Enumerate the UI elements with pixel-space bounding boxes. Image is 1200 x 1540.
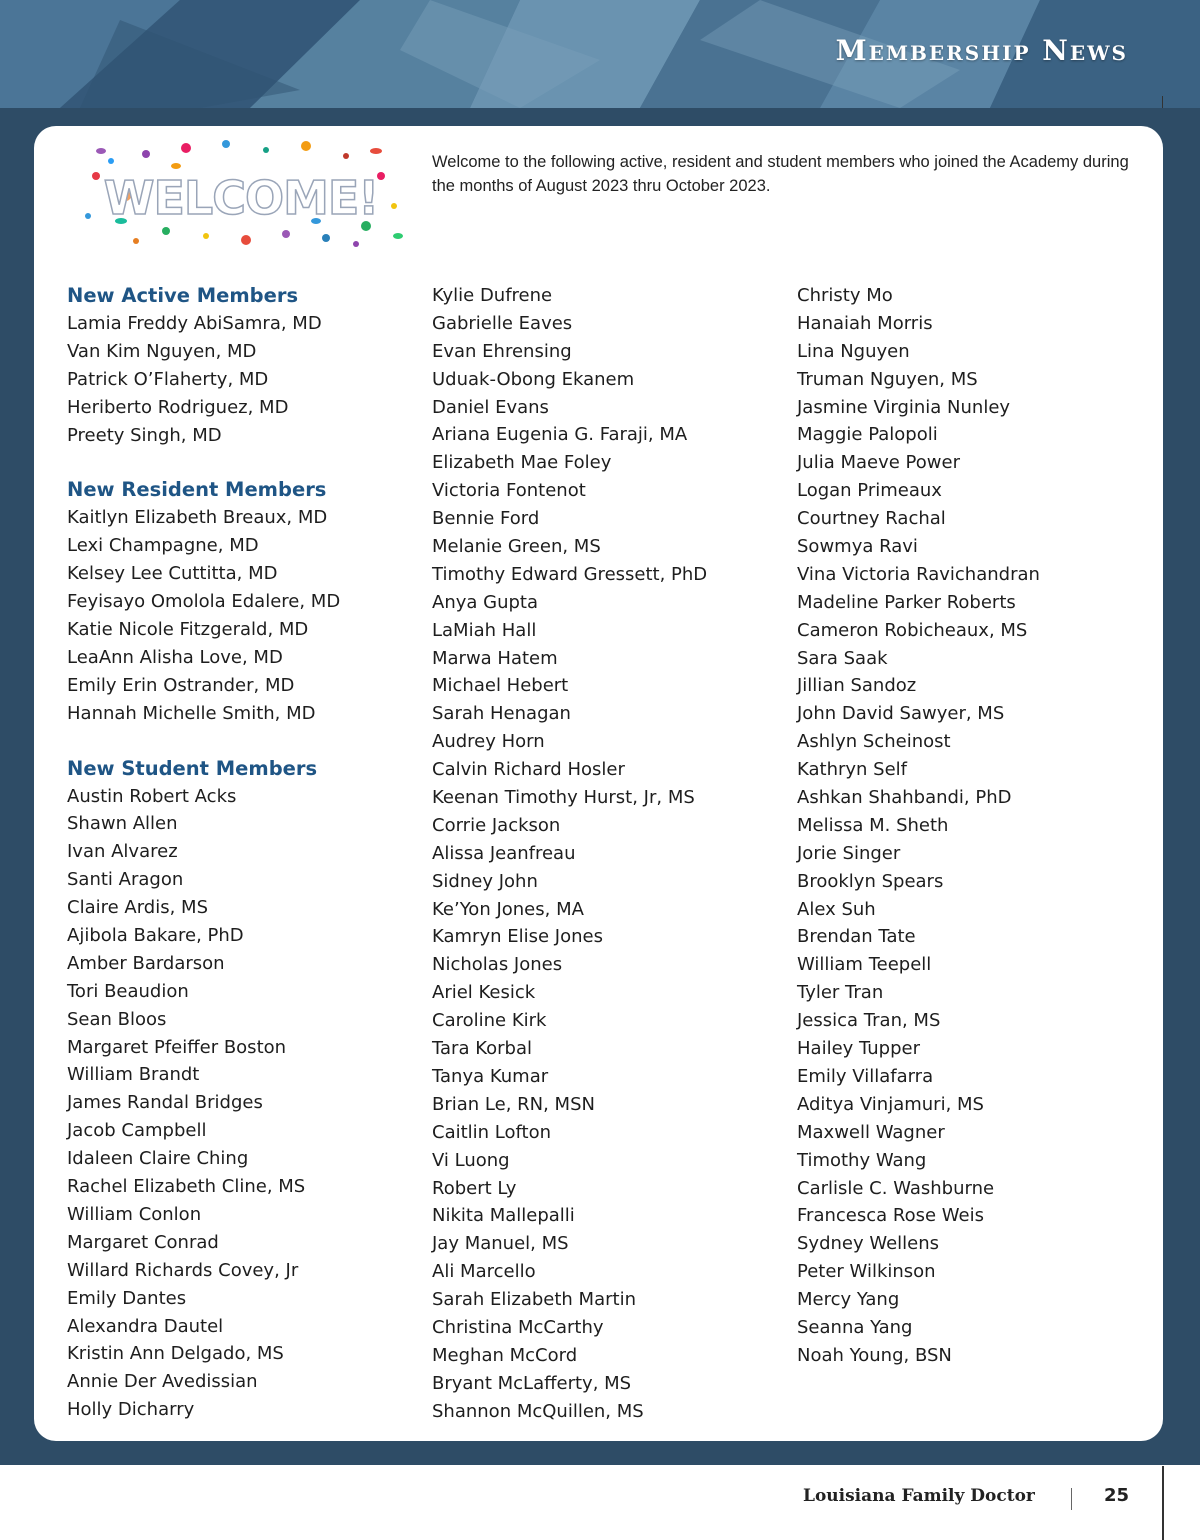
member-name: Jessica Tran, MS <box>797 1010 941 1032</box>
member-name: Robert Ly <box>432 1177 517 1199</box>
member-name: Calvin Richard Hosler <box>432 759 625 781</box>
student-members-list-col3 <box>797 282 1147 1370</box>
member-name: Logan Primeaux <box>797 480 942 502</box>
student-members-list-col2 <box>432 282 782 1426</box>
member-name: Christy Mo <box>797 285 893 306</box>
member-name: Caroline Kirk <box>432 1010 547 1032</box>
member-name: Margaret Pfeiffer Boston <box>67 1036 287 1058</box>
member-name: Heriberto Rodriguez, MD <box>67 396 289 418</box>
member-name: Santi Aragon <box>67 869 184 891</box>
member-name: Melissa M. Sheth <box>797 814 949 836</box>
member-name: James Randal Bridges <box>67 1092 263 1114</box>
member-name: Caitlin Lofton <box>432 1121 552 1143</box>
member-name: Emily Dantes <box>67 1287 187 1309</box>
member-name: Emily Villafarra <box>797 1065 934 1087</box>
member-name: Seanna Yang <box>797 1316 913 1338</box>
member-name: Kelsey Lee Cuttitta, MD <box>67 563 278 585</box>
member-name: Alexandra Dautel <box>67 1315 224 1337</box>
member-name: Ashkan Shahbandi, PhD <box>797 787 1012 809</box>
member-name: Ashlyn Scheinost <box>797 731 951 753</box>
active-members-list <box>67 310 417 449</box>
member-name: Keenan Timothy Hurst, Jr, MS <box>432 787 695 809</box>
member-name: William Conlon <box>67 1203 202 1225</box>
member-name: Sydney Wellens <box>797 1233 940 1255</box>
member-name: Brooklyn Spears <box>797 870 944 892</box>
member-name: Shannon McQuillen, MS <box>432 1400 644 1422</box>
member-name: Nicholas Jones <box>432 954 563 976</box>
member-name: Kylie Dufrene <box>432 285 553 306</box>
member-name: Tori Beaudion <box>67 980 189 1002</box>
member-name: Evan Ehrensing <box>432 340 572 362</box>
member-name: Holly Dicharry <box>67 1399 195 1421</box>
member-name: Jillian Sandoz <box>797 675 917 697</box>
member-name: Victoria Fontenot <box>432 480 586 502</box>
member-name: Lina Nguyen <box>797 340 910 362</box>
member-name: Jacob Campbell <box>67 1120 207 1142</box>
member-name: Claire Ardis, MS <box>67 897 209 919</box>
member-name: Idaleen Claire Ching <box>67 1148 249 1170</box>
footer-rule <box>1162 1466 1164 1540</box>
member-name: Christina McCarthy <box>432 1316 604 1338</box>
member-name: Maxwell Wagner <box>797 1121 945 1143</box>
member-name: Tara Korbal <box>432 1038 532 1060</box>
member-name: Ariana Eugenia G. Faraji, MA <box>432 424 688 446</box>
header-banner <box>0 0 1200 108</box>
member-name: Ke’Yon Jones, MA <box>432 898 584 920</box>
member-name: Preety Singh, MD <box>67 424 222 446</box>
member-name: Annie Der Avedissian <box>67 1371 258 1393</box>
member-name: William Brandt <box>67 1064 200 1086</box>
member-name: LeaAnn Alisha Love, MD <box>67 646 283 668</box>
publication-name: Louisiana Family Doctor <box>803 1486 1035 1506</box>
member-name: LaMiah Hall <box>432 619 537 641</box>
member-name: Sowmya Ravi <box>797 536 918 558</box>
resident-members-list <box>67 504 417 727</box>
welcome-text: WELCOME! <box>103 171 379 225</box>
member-name: Bryant McLafferty, MS <box>432 1372 632 1394</box>
member-name: Ajibola Bakare, PhD <box>67 925 244 947</box>
member-name: Bennie Ford <box>432 508 540 530</box>
member-name: Austin Robert Acks <box>67 785 237 807</box>
member-name: Kathryn Self <box>797 759 908 781</box>
student-members-section <box>67 755 417 1424</box>
member-name: Jasmine Virginia Nunley <box>797 396 1011 418</box>
member-name: Michael Hebert <box>432 675 569 697</box>
member-name: Lexi Champagne, MD <box>67 535 259 557</box>
member-name: Timothy Wang <box>797 1149 927 1171</box>
member-name: Kamryn Elise Jones <box>432 926 603 948</box>
member-name: Sarah Henagan <box>432 703 571 725</box>
member-name: Gabrielle Eaves <box>432 312 573 334</box>
member-name: Sarah Elizabeth Martin <box>432 1289 636 1311</box>
member-name: Aditya Vinjamuri, MS <box>797 1093 984 1115</box>
member-name: Nikita Mallepalli <box>432 1205 575 1227</box>
page-title: Membership News <box>835 34 1128 67</box>
member-name: Elizabeth Mae Foley <box>432 452 612 474</box>
member-name: Ali Marcello <box>432 1261 536 1283</box>
member-name: Ivan Alvarez <box>67 841 178 863</box>
member-name: Noah Young, BSN <box>797 1344 952 1366</box>
member-name: Jorie Singer <box>797 842 901 864</box>
member-name: Cameron Robicheaux, MS <box>797 619 1028 641</box>
member-name: Julia Maeve Power <box>797 452 960 474</box>
student-members-heading: New Student Members <box>67 756 318 780</box>
member-name: Maggie Palopoli <box>797 424 938 446</box>
member-name: Alissa Jeanfreau <box>432 842 576 864</box>
resident-members-heading: New Resident Members <box>67 478 327 502</box>
column-3 <box>797 282 1147 1370</box>
member-name: Francesca Rose Weis <box>797 1205 984 1227</box>
member-name: Margaret Conrad <box>67 1231 219 1253</box>
member-name: Kristin Ann Delgado, MS <box>67 1343 284 1365</box>
member-name: Hanaiah Morris <box>797 312 933 334</box>
member-name: Kaitlyn Elizabeth Breaux, MD <box>67 507 328 529</box>
crop-mark <box>1162 96 1163 108</box>
member-name: Tanya Kumar <box>432 1065 549 1087</box>
member-name: Feyisayo Omolola Edalere, MD <box>67 591 341 613</box>
member-name: Shawn Allen <box>67 813 178 835</box>
resident-members-section <box>67 476 417 727</box>
member-name: Meghan McCord <box>432 1344 578 1366</box>
member-name: Anya Gupta <box>432 591 538 613</box>
member-name: Alex Suh <box>797 898 876 920</box>
member-name: Ariel Kesick <box>432 982 536 1004</box>
member-name: Van Kim Nguyen, MD <box>67 340 257 362</box>
footer-separator <box>1071 1488 1072 1510</box>
member-name: Marwa Hatem <box>432 647 558 669</box>
column-2 <box>432 282 782 1426</box>
member-name: Brian Le, RN, MSN <box>432 1093 595 1115</box>
member-name: William Teepell <box>797 954 932 976</box>
active-members-section <box>67 282 417 449</box>
student-members-list-col1 <box>67 783 417 1424</box>
member-name: Lamia Freddy AbiSamra, MD <box>67 313 322 334</box>
member-name: Hannah Michelle Smith, MD <box>67 702 316 724</box>
member-name: Vi Luong <box>432 1149 510 1171</box>
member-name: Mercy Yang <box>797 1289 900 1311</box>
member-name: Truman Nguyen, MS <box>797 368 978 390</box>
member-name: Sean Bloos <box>67 1008 167 1030</box>
active-members-heading: New Active Members <box>67 284 299 307</box>
member-name: Brendan Tate <box>797 926 916 948</box>
member-name: Timothy Edward Gressett, PhD <box>432 563 708 585</box>
member-name: John David Sawyer, MS <box>797 703 1005 725</box>
member-name: Melanie Green, MS <box>432 536 601 558</box>
member-name: Daniel Evans <box>432 396 549 418</box>
member-name: Madeline Parker Roberts <box>797 591 1016 613</box>
member-name: Courtney Rachal <box>797 508 946 530</box>
member-name: Jay Manuel, MS <box>432 1233 569 1255</box>
member-name: Peter Wilkinson <box>797 1261 936 1283</box>
member-name: Sidney John <box>432 870 538 892</box>
member-name: Vina Victoria Ravichandran <box>797 563 1040 585</box>
member-name: Willard Richards Covey, Jr <box>67 1259 299 1281</box>
intro-text: Welcome to the following active, resident and student members who joined the Academy during the months of August 2023 thru October 2023. <box>432 153 1129 195</box>
member-name: Uduak-Obong Ekanem <box>432 368 635 390</box>
column-1 <box>67 282 417 1451</box>
member-name: Emily Erin Ostrander, MD <box>67 674 295 696</box>
member-name: Amber Bardarson <box>67 952 225 974</box>
member-name: Tyler Tran <box>797 982 884 1004</box>
member-name: Katie Nicole Fitzgerald, MD <box>67 619 309 641</box>
member-name: Carlisle C. Washburne <box>797 1177 995 1199</box>
page-number: 25 <box>1104 1485 1130 1506</box>
member-name: Rachel Elizabeth Cline, MS <box>67 1176 306 1198</box>
welcome-confetti-graphic <box>76 136 406 254</box>
member-name: Sara Saak <box>797 647 888 669</box>
member-name: Audrey Horn <box>432 731 545 753</box>
member-name: Patrick O’Flaherty, MD <box>67 368 269 390</box>
member-name: Corrie Jackson <box>432 814 561 836</box>
member-name: Hailey Tupper <box>797 1038 921 1060</box>
